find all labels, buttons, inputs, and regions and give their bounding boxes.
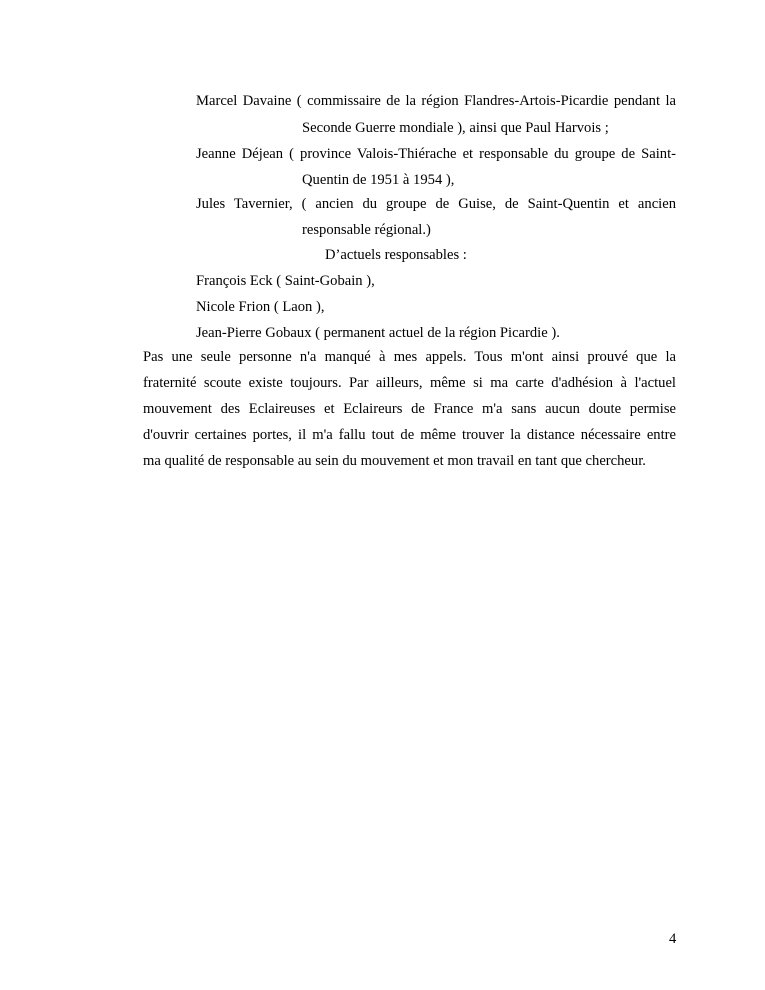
paragraph-line-1: Pas une seule personne n'a manqué à mes appels. Tous m'ont ainsi prouvé que la <box>143 349 676 365</box>
entry-dejean-line-1: Jeanne Déjean ( province Valois-Thiérache et responsable du groupe de Saint- <box>196 146 676 162</box>
current-responsables-heading: D’actuels responsables : <box>325 247 467 263</box>
current-person-frion: Nicole Frion ( Laon ), <box>196 299 325 315</box>
paragraph-line-3: mouvement des Eclaireuses et Eclaireurs de France m'a sans aucun doute permise <box>143 401 676 417</box>
page-number: 4 <box>669 931 677 947</box>
entry-dejean-line-2: Quentin de 1951 à 1954 ), <box>302 172 455 188</box>
current-person-eck: François Eck ( Saint-Gobain ), <box>196 273 375 289</box>
paragraph-line-4: d'ouvrir certaines portes, il m'a fallu tout de même trouver la distance nécessaire entre <box>143 427 676 443</box>
entry-davaine-line-1: Marcel Davaine ( commissaire de la région Flandres-Artois-Picardie pendant la <box>196 93 676 109</box>
paragraph-line-2: fraternité scoute existe toujours. Par ailleurs, même si ma carte d'adhésion à l'actuel <box>143 375 676 391</box>
paragraph-line-5: ma qualité de responsable au sein du mouvement et mon travail en tant que chercheur. <box>143 453 646 469</box>
entry-tavernier-line-2: responsable régional.) <box>302 222 431 238</box>
current-person-gobaux: Jean-Pierre Gobaux ( permanent actuel de la région Picardie ). <box>196 325 560 341</box>
entry-davaine-line-2: Seconde Guerre mondiale ), ainsi que Paul Harvois ; <box>302 120 609 136</box>
entry-tavernier-line-1: Jules Tavernier, ( ancien du groupe de Guise, de Saint-Quentin et ancien <box>196 196 676 212</box>
